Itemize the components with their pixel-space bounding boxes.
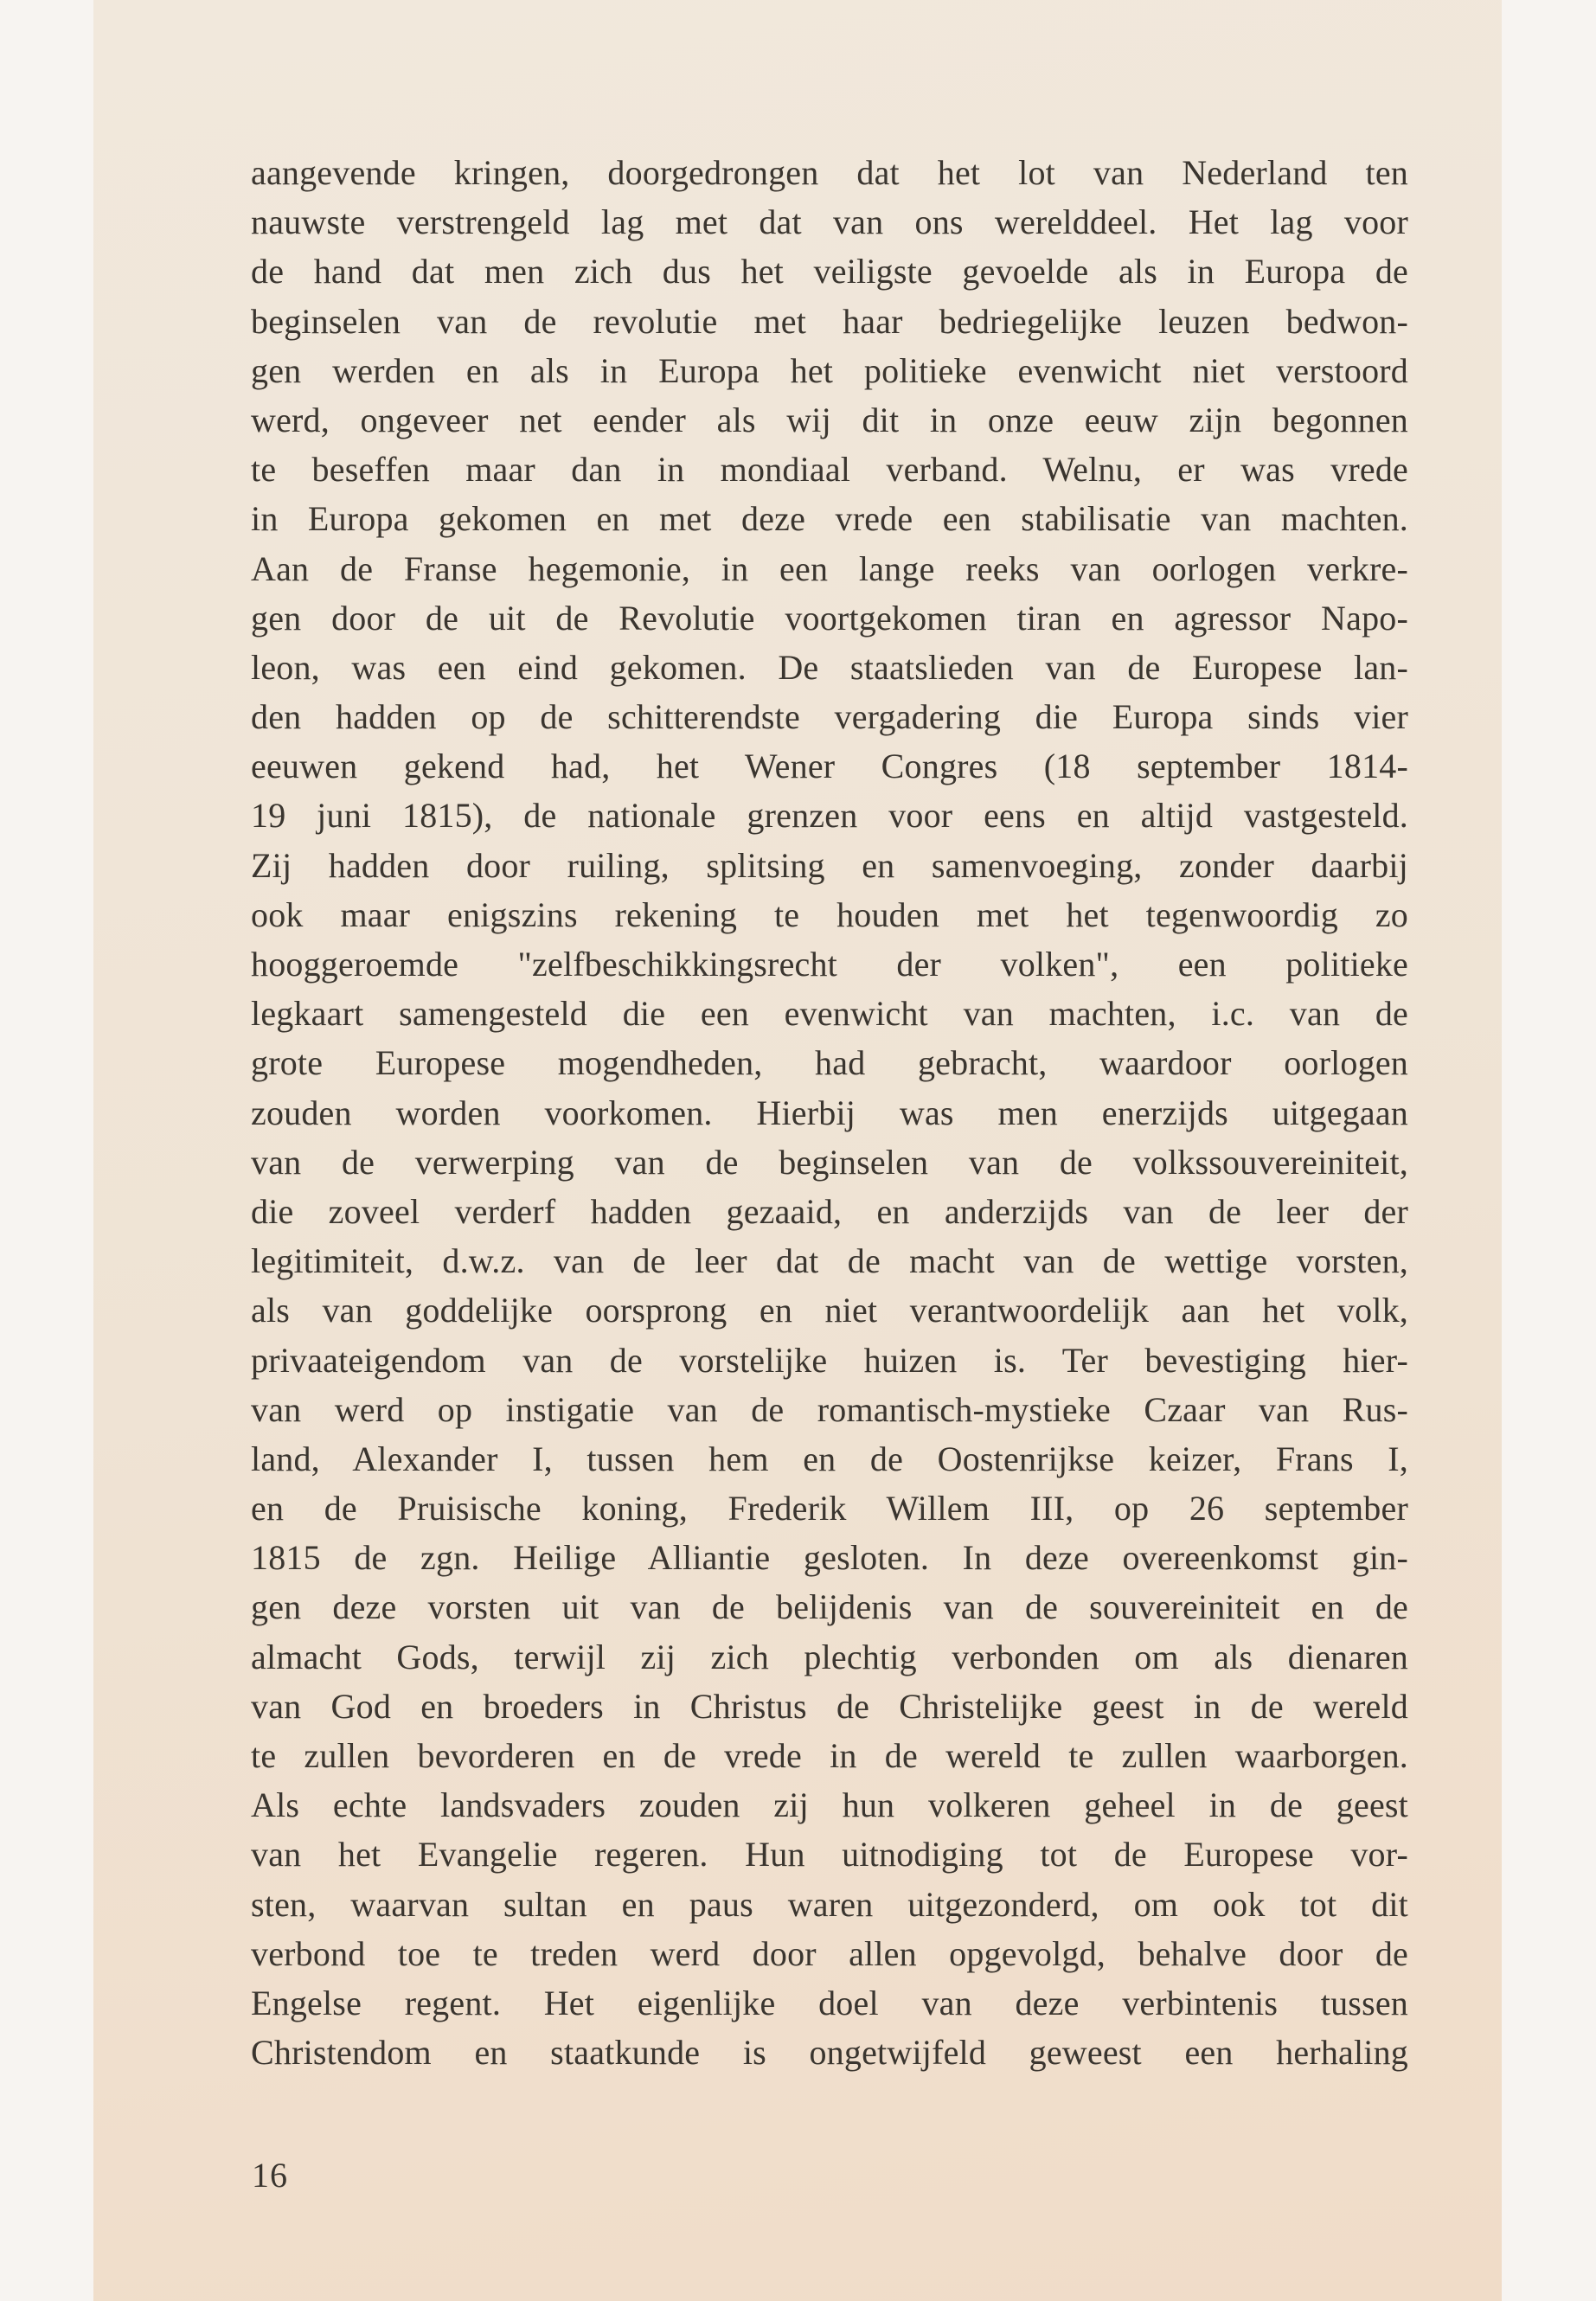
text-line: gen deze vorsten uit van de belijdenis van de souvereiniteit en de	[251, 1587, 1408, 1627]
text-line: 19 juni 1815), de nationale grenzen voor eens en altijd vastgesteld.	[251, 796, 1408, 836]
text-line: hooggeroemde "zelfbeschikkingsrecht der volken", een politieke	[251, 945, 1408, 984]
text-line: legitimiteit, d.w.z. van de leer dat de macht van de wettige vorsten,	[251, 1241, 1408, 1281]
text-line: ook maar enigszins rekening te houden met het tegenwoordig zo	[251, 894, 1408, 934]
text-line: Aan de Franse hegemonie, in een lange reeks van oorlogen verkre-	[251, 548, 1408, 588]
text-line: grote Europese mogendheden, had gebracht, waardoor oorlogen	[251, 1043, 1408, 1083]
text-line: sten, waarvan sultan en paus waren uitgezonderd, om ook tot dit	[251, 1884, 1408, 1924]
text-line: verbond toe te treden werd door allen opgevolgd, behalve door de	[251, 1933, 1408, 1973]
text-line: beginselen van de revolutie met haar bedriegelijke leuzen bedwon-	[251, 301, 1408, 341]
text-line: zouden worden voorkomen. Hierbij was men enerzijds uitgegaan	[251, 1093, 1408, 1132]
text-line: die zoveel verderf hadden gezaaid, en anderzijds van de leer der	[251, 1191, 1408, 1231]
text-line: werd, ongeveer net eender als wij dit in onze eeuw zijn begonnen	[251, 400, 1408, 439]
text-line: nauwste verstrengeld lag met dat van ons werelddeel. Het lag voor	[251, 202, 1408, 242]
text-line: te zullen bevorderen en de vrede in de wereld te zullen waarborgen.	[251, 1736, 1408, 1775]
text-line: van de verwerping van de beginselen van de volkssouvereiniteit,	[251, 1142, 1408, 1182]
text-line: en de Pruisische koning, Frederik Willem III, op 26 september	[251, 1489, 1408, 1529]
text-line: Zij hadden door ruiling, splitsing en samenvoeging, zonder daarbij	[251, 845, 1408, 885]
book-page	[93, 0, 1502, 2301]
text-line: land, Alexander I, tussen hem en de Oostenrijkse keizer, Frans I,	[251, 1439, 1408, 1478]
text-line: gen door de uit de Revolutie voortgekomen tiran en agressor Napo-	[251, 598, 1408, 638]
text-line: van het Evangelie regeren. Hun uitnodiging tot de Europese vor-	[251, 1835, 1408, 1875]
text-line: privaateigendom van de vorstelijke huizen is. Ter bevestiging hier-	[251, 1340, 1408, 1380]
body-text	[251, 148, 1408, 2077]
text-line: almacht Gods, terwijl zij zich plechtig verbonden om als dienaren	[251, 1637, 1408, 1676]
text-line: legkaart samengesteld die een evenwicht van machten, i.c. van de	[251, 994, 1408, 1034]
text-line: van werd op instigatie van de romantisch-mystieke Czaar van Rus-	[251, 1389, 1408, 1429]
text-line: te beseffen maar dan in mondiaal verband. Welnu, er was vrede	[251, 450, 1408, 490]
text-line: 1815 de zgn. Heilige Alliantie gesloten. In deze overeenkomst gin-	[251, 1538, 1408, 1578]
text-line: gen werden en als in Europa het politieke evenwicht niet verstoord	[251, 350, 1408, 390]
text-line: Als echte landsvaders zouden zij hun volkeren geheel in de geest	[251, 1785, 1408, 1825]
text-line: aangevende kringen, doorgedrongen dat het lot van Nederland ten	[251, 153, 1408, 192]
text-line: van God en broeders in Christus de Christelijke geest in de wereld	[251, 1686, 1408, 1726]
text-line: Christendom en staatkunde is ongetwijfeld geweest een herhaling	[251, 2033, 1408, 2073]
text-line: Engelse regent. Het eigenlijke doel van deze verbintenis tussen	[251, 1983, 1408, 2022]
text-line: leon, was een eind gekomen. De staatslieden van de Europese lan-	[251, 647, 1408, 687]
text-line: in Europa gekomen en met deze vrede een stabilisatie van machten.	[251, 499, 1408, 539]
page-number: 16	[252, 2156, 288, 2195]
text-line: eeuwen gekend had, het Wener Congres (18 september 1814-	[251, 747, 1408, 786]
text-line: de hand dat men zich dus het veiligste gevoelde als in Europa de	[251, 252, 1408, 292]
text-line: als van goddelijke oorsprong en niet verantwoordelijk aan het volk,	[251, 1291, 1408, 1330]
text-line: den hadden op de schitterendste vergadering die Europa sinds vier	[251, 697, 1408, 737]
